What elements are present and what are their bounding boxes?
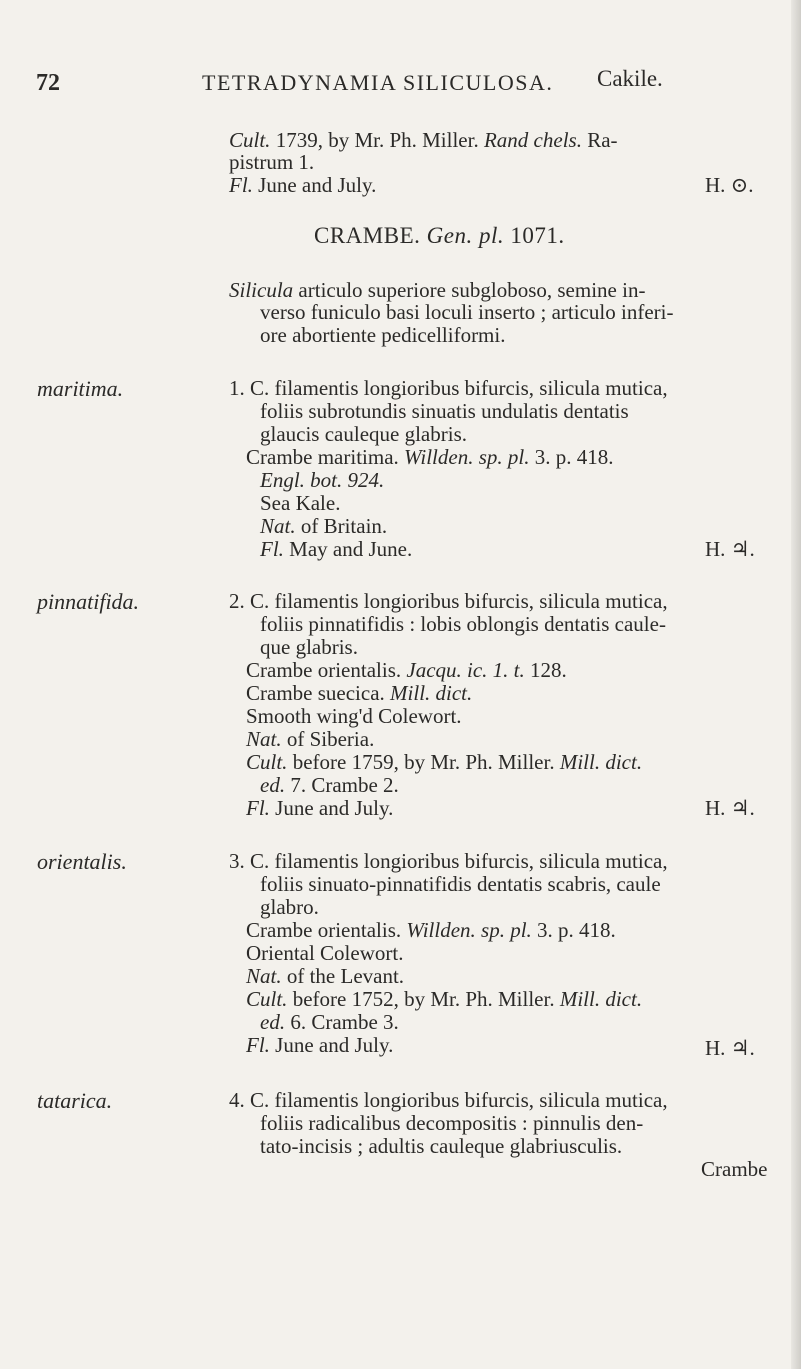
species-flowering: Fl. June and July. [246,796,394,820]
species-diagnosis-line: foliis sinuato-pinnatifidis dentatis scabris, caule [260,872,661,896]
species-native: Nat. of Siberia. [246,727,375,751]
species-diagnosis-line: glabro. [260,895,319,919]
species-side-name: tatarica. [37,1088,113,1113]
species-life-symbol: H. ♃. [705,537,755,561]
catchword: Crambe [701,1157,768,1181]
species-edition: ed. 7. Crambe 2. [260,773,399,797]
species-side-name: pinnatifida. [37,589,140,614]
species-synonym: Crambe orientalis. Jacqu. ic. 1. t. 128. [246,658,567,682]
species-flowering: Fl. May and June. [260,537,413,561]
species-cultivation: Cult. before 1759, by Mr. Ph. Miller. Mill. dict. [246,750,643,774]
species-synonym: Crambe orientalis. Willden. sp. pl. 3. p. 418. [246,918,616,942]
species-native: Nat. of the Levant. [246,964,405,988]
species-diagnosis-line: foliis radicalibus decompositis : pinnulis den- [260,1111,644,1135]
species-native: Nat. of Britain. [260,514,388,538]
species-side-name: maritima. [37,376,124,401]
intro-life-symbol: H. ⊙. [705,173,754,197]
species-diagnosis-line: tato-incisis ; adultis cauleque glabriusculis. [260,1134,623,1158]
species-diagnosis-line: 4. C. filamentis longioribus bifurcis, silicula mutica, [229,1088,668,1112]
species-synonym: Crambe maritima. Willden. sp. pl. 3. p. 418. [246,445,614,469]
species-flowering: Fl. June and July. [246,1033,394,1057]
species-diagnosis-line: 1. C. filamentis longioribus bifurcis, silicula mutica, [229,376,668,400]
species-common-name: Oriental Colewort. [246,941,404,965]
species-common-name: Smooth wing'd Colewort. [246,704,462,728]
species-diagnosis-line: que glabris. [260,635,358,659]
running-head-genus: Cakile. [597,66,663,91]
page-edge [791,0,801,1369]
species-synonym: Crambe suecica. Mill. dict. [246,681,473,705]
species-common-name: Sea Kale. [260,491,341,515]
species-side-name: orientalis. [37,849,127,874]
species-diagnosis-line: foliis pinnatifidis : lobis oblongis dentatis caule- [260,612,666,636]
species-diagnosis-line: 3. C. filamentis longioribus bifurcis, silicula mutica, [229,849,668,873]
species-life-symbol: H. ♃. [705,1036,755,1060]
genus-desc-2: verso funiculo basi loculi inserto ; articulo inferi- [260,300,674,324]
species-edition: ed. 6. Crambe 3. [260,1010,399,1034]
genus-desc-3: ore abortiente pedicelliformi. [260,323,506,347]
page-number: 72 [36,70,60,96]
intro-line-2: pistrum 1. [229,150,315,174]
genus-heading: CRAMBE. Gen. pl. 1071. [314,223,565,248]
species-cultivation: Cult. before 1752, by Mr. Ph. Miller. Mill. dict. [246,987,643,1011]
species-diagnosis-line: foliis subrotundis sinuatis undulatis dentatis [260,399,629,423]
species-life-symbol: H. ♃. [705,796,755,820]
intro-line-1: Cult. 1739, by Mr. Ph. Miller. Rand chels. Ra- [229,128,618,152]
running-head-section: TETRADYNAMIA SILICULOSA. [202,70,554,95]
species-diagnosis-line: 2. C. filamentis longioribus bifurcis, silicula mutica, [229,589,668,613]
species-diagnosis-line: glaucis cauleque glabris. [260,422,468,446]
species-synonym: Engl. bot. 924. [260,468,385,492]
intro-line-3: Fl. June and July. [229,173,377,197]
genus-desc-1: Silicula articulo superiore subgloboso, semine in- [229,278,646,302]
